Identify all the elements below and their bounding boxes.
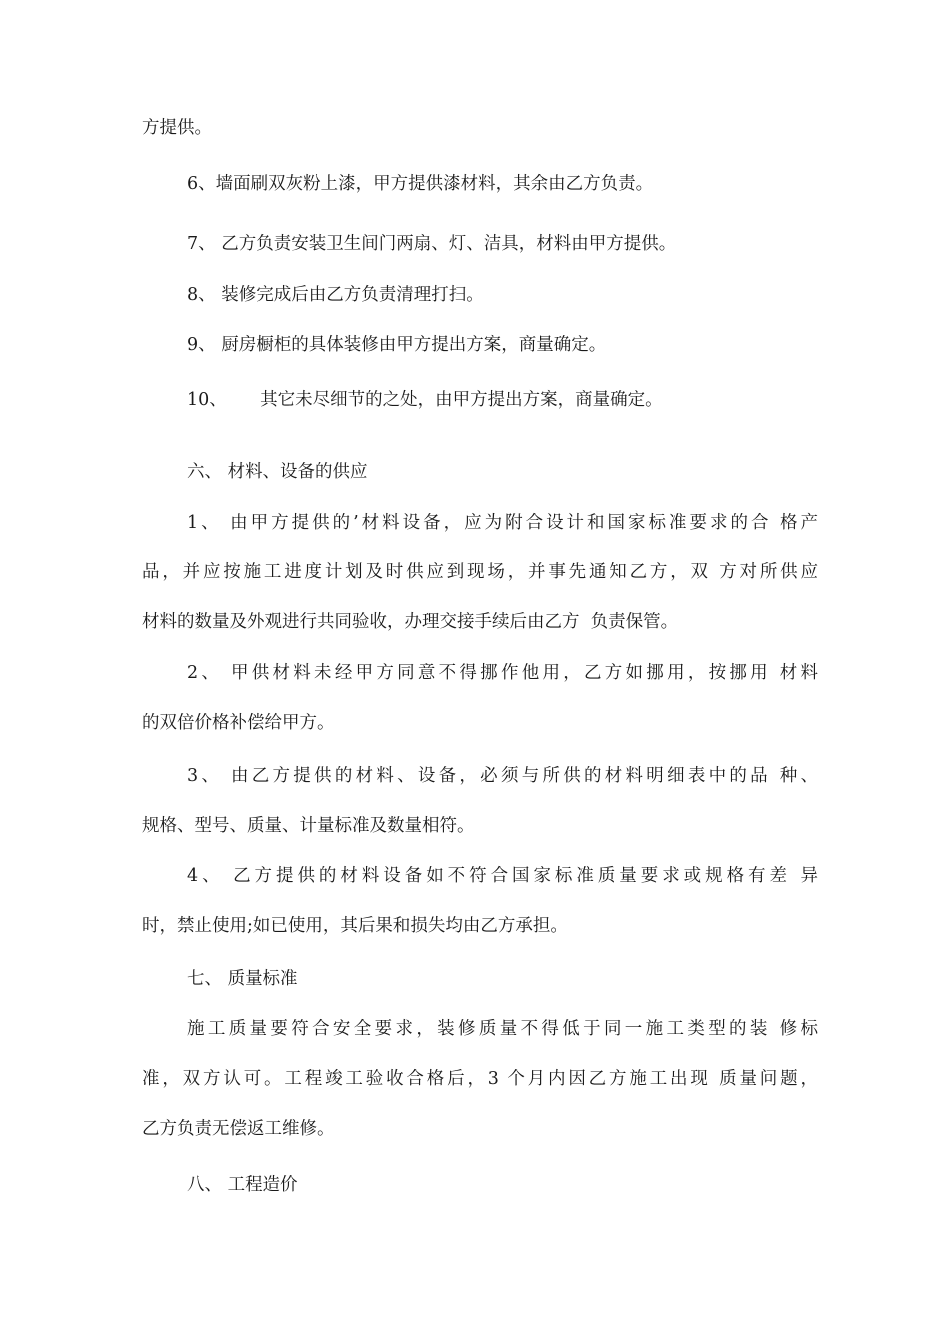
text-line: 1、 由甲方提供的’材料设备，应为附合设计和国家标准要求的合 格产 [187,513,818,533]
text-line: 施工质量要符合安全要求，装修质量不得低于同一施工类型的装 修标 [187,1019,818,1039]
text-line: 规格、型号、质量、计量标准及数量相符。 [142,816,475,836]
text-line: 材料的数量及外观进行共同验收，办理交接手续后由乙方 负责保管。 [142,612,679,632]
text-line: 8、 装修完成后由乙方负责清理打扫。 [187,285,484,305]
text-line: 7、 乙方负责安装卫生间门两扇、灯、洁具，材料由甲方提供。 [187,234,677,254]
text-line: 6、墙面刷双灰粉上漆，甲方提供漆材料，其余由乙方负责。 [187,174,654,194]
text-line: 时，禁止使用;如已使用，其后果和损失均由乙方承担。 [142,916,568,936]
text-line: 4、 乙方提供的材料设备如不符合国家标准质量要求或规格有差 异 [187,866,818,886]
text-line: 2、 甲供材料未经甲方同意不得挪作他用，乙方如挪用，按挪用 材料 [187,663,818,683]
section-heading: 七、 质量标准 [187,969,298,989]
text-line: 9、 厨房橱柜的具体装修由甲方提出方案，商量确定。 [187,335,607,355]
section-heading: 八、 工程造价 [187,1175,298,1195]
text-line: 准，双方认可。工程竣工验收合格后，3 个月内因乙方施工出现 质量问题， [142,1069,818,1089]
text-line: 的双倍价格补偿给甲方。 [142,713,335,733]
text-line: 乙方负责无偿返工维修。 [142,1119,335,1139]
text-line: 方提供。 [142,118,212,138]
text-line: 10、 其它未尽细节的之处，由甲方提出方案，商量确定。 [187,390,663,410]
text-line: 3、 由乙方提供的材料、设备，必须与所供的材料明细表中的品 种、 [187,766,818,786]
section-heading: 六、 材料、设备的供应 [187,462,368,482]
text-line: 品，并应按施工进度计划及时供应到现场，并事先通知乙方，双 方对所供应 [142,562,818,582]
